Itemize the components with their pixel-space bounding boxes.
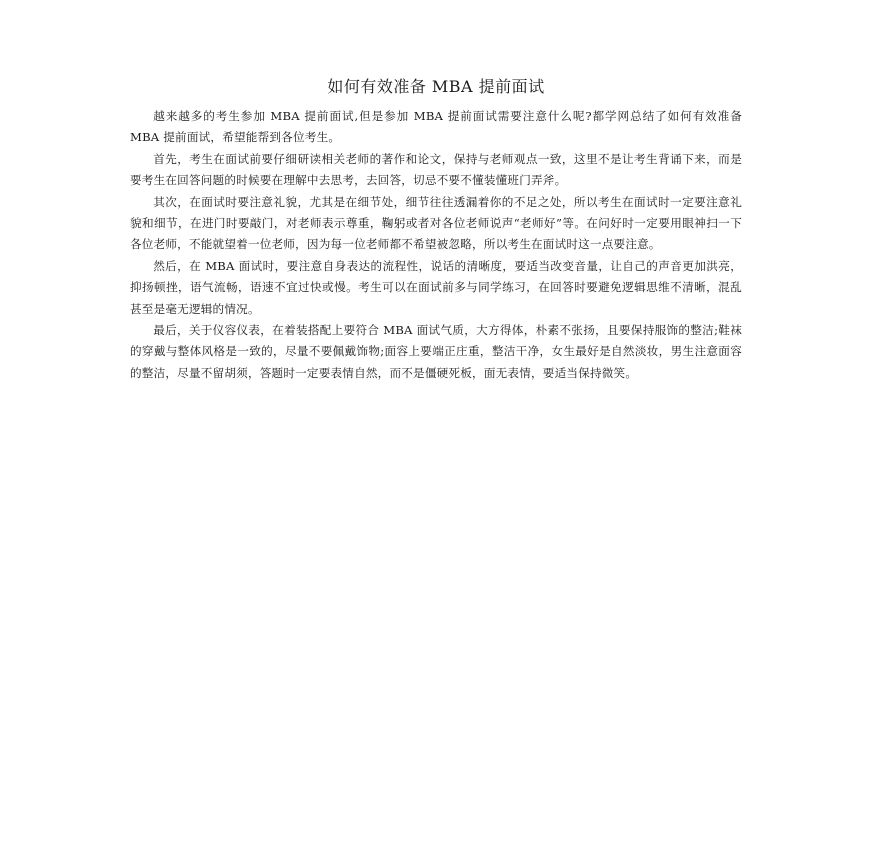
- paragraph-intro: 越来越多的考生参加 MBA 提前面试,但是参加 MBA 提前面试需要注意什么呢?都学网总结了如何有效准备 MBA 提前面试，希望能帮到各位考生。: [130, 109, 742, 145]
- paragraph-first: 首先，考生在面试前要仔细研读相关老师的著作和论文，保持与老师观点一致，这里不是让考生背诵下来，而是要考生在回答问题的时候要在理解中去思考，去回答，切忌不要不懂装懂班门弄斧。: [130, 151, 742, 188]
- paragraph-second: 其次，在面试时要注意礼貌，尤其是在细节处，细节往往透漏着你的不足之处，所以考生在面试时一定要注意礼貌和细节，在进门时要敲门，对老师表示尊重，鞠躬或者对各位老师说声“老师好”等。在问好时一定要用眼神扫一下各位老师，不能就望着一位老师，因为每一位老师都不希望被忽略，所以考生在面试时这一点要注意。: [130, 194, 742, 252]
- document-title: 如何有效准备 MBA 提前面试: [327, 77, 545, 96]
- paragraph-finally: 最后，关于仪容仪表，在着装搭配上要符合 MBA 面试气质，大方得体，朴素不张扬，且要保持服饰的整洁;鞋袜的穿戴与整体风格是一致的，尽量不要佩戴饰物;面容上要端正庄重，整洁干净，女生最好是自然淡妆，男生注意面容的整洁，尽量不留胡须，答题时一定要表情自然，而不是僵硬死板，面无表情，要适当保持微笑。: [130, 323, 742, 380]
- paragraph-then: 然后，在 MBA 面试时，要注意自身表达的流程性，说话的清晰度，要适当改变音量，让自己的声音更加洪亮，抑扬顿挫，语气流畅，语速不宜过快或慢。考生可以在面试前多与同学练习，在回答时要避免逻辑思维不清晰，混乱甚至是毫无逻辑的情况。: [130, 258, 742, 316]
- document-body: [130, 74, 742, 384]
